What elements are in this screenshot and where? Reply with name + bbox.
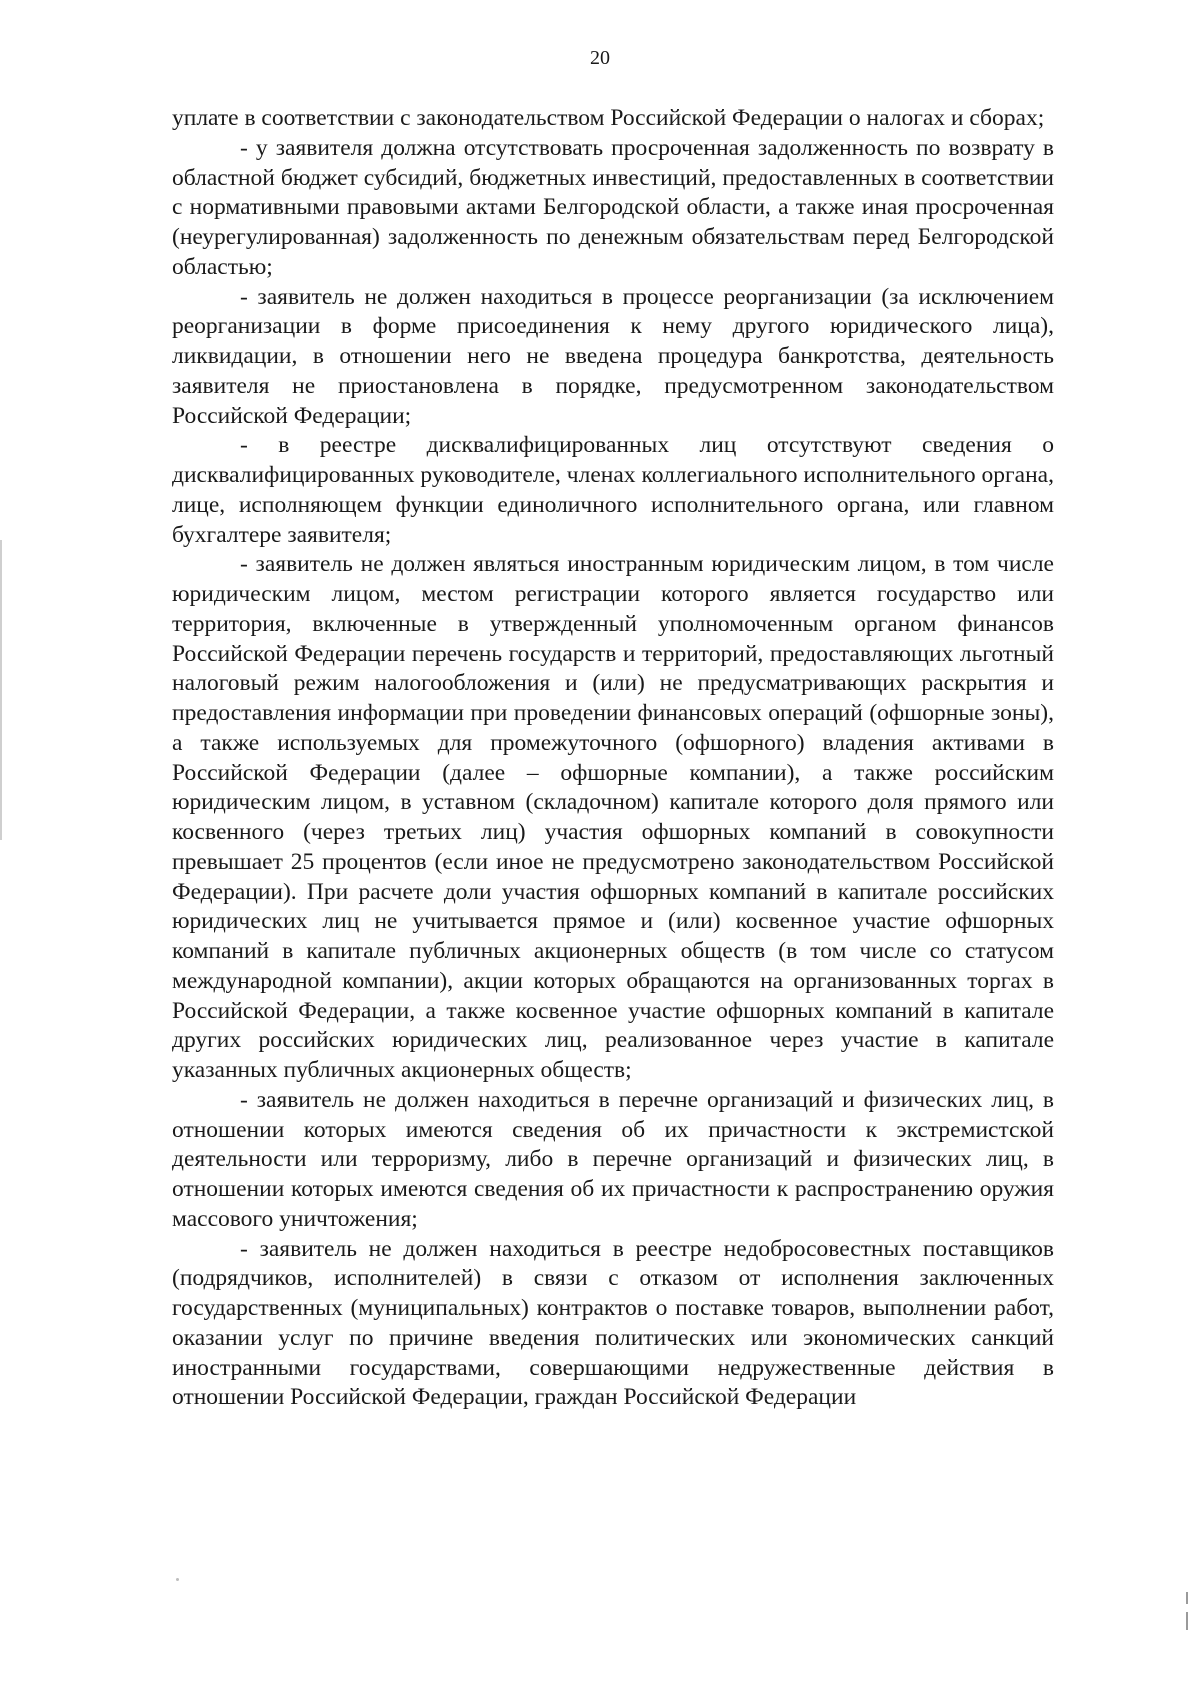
paragraph-offshore-companies: - заявитель не должен являться иностранным юридическим лицом, в том числе юридическим лицом, местом регистрации которого является государство или территория, включенные в утвержденный уполномоченным органом финансов Российской Федерации перечень государств и территорий, предоставляющих льготный налоговый режим налогообложения и (или) не предусматривающих раскрытия и предоставления информации при проведении финансовых операций (офшорные зоны), а также используемых для промежуточного (офшорного) владения активами в Российской Федерации (далее – офшорные компании), а также российским юридическим лицом, в уставном (складочном) капитале которого доля прямого или косвенного (через третьих лиц) участия офшорных компаний в совокупности превышает 25 процентов (если иное не предусмотрено законодательством Российской Федерации). При расчете доли участия офшорных компаний в капитале российских юридических лиц не учитывается прямое и (или) косвенное участие офшорных компаний в капитале публичных акционерных обществ (в том числе со статусом международной компании), акции которых обращаются на организованных торгах в Российской Федерации, а также косвенное участие офшорных компаний в капитале других российских юридических лиц, реализованное через участие в капитале указанных публичных акционерных обществ; [172,551,1054,1083]
document-body [172,104,1054,1413]
scan-speck [176,1578,179,1581]
paragraph-no-overdue-debt: - у заявителя должна отсутствовать просроченная задолженность по возврату в областной бюджет субсидий, бюджетных инвестиций, предоставленных в соответствии с нормативными правовыми актами Белгородской области, а также иная просроченная (неурегулированная) задолженность по денежным обязательствам перед Белгородской областью; [172,134,1054,280]
paragraph-unfair-suppliers: - заявитель не должен находиться в реестре недобросовестных поставщиков (подрядчиков, исполнителей) в связи с отказом от исполнения заключенных государственных (муниципальных) контрактов о поставке товаров, выполнении работ, оказании услуг по причине введения политических или экономических санкций иностранными государствами, совершающими недружественные действия в отношении Российской Федерации, граждан Российской Федерации [172,1235,1054,1411]
page-number: 20 [590,47,610,69]
paragraph-continuation: уплате в соответствии с законодательством Российской Федерации о налогах и сборах; [172,105,1045,131]
paragraph-extremism-list: - заявитель не должен находиться в перечне организаций и физических лиц, в отношении которых имеются сведения об их причастности к экстремистской деятельности или терроризму, либо в перечне организаций и физических лиц, в отношении которых имеются сведения об их причастности к распространению оружия массового уничтожения; [172,1086,1054,1232]
paragraph-disqualified-persons: - в реестре дисквалифицированных лиц отсутствуют сведения о дисквалифицированных руководителе, членах коллегиального исполнительного органа, лице, исполняющем функции единоличного исполнительного органа, или главном бухгалтере заявителя; [172,432,1054,548]
paragraph-no-reorganization: - заявитель не должен находиться в процессе реорганизации (за исключением реорганизации в форме присоединения к нему другого юридического лица), ликвидации, в отношении него не введена процедура банкротства, деятельность заявителя не приостановлена в порядке, предусмотренном законодательством Российской Федерации; [172,283,1054,429]
scan-edge-shadow [0,540,2,840]
scan-mark [1186,1592,1188,1604]
scan-mark [1186,1612,1188,1630]
